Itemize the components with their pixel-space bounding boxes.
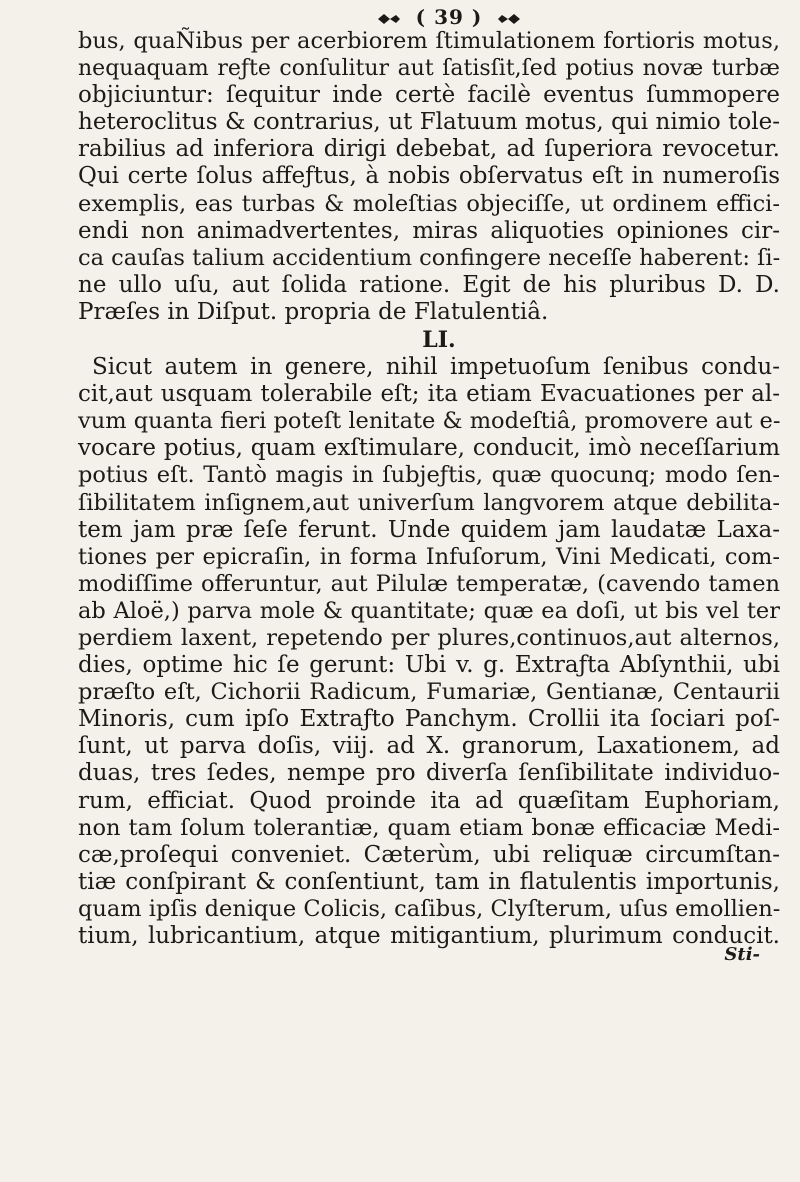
text-line: nequaquam reƒte conſulitur aut ſatisſit,ſed potius novæ turbæ bbox=[78, 56, 780, 82]
text-line: vum quanta fieri poteſt lenitate & modeſtiâ, promovere aut e- bbox=[78, 408, 781, 435]
text-line: objiciuntur: ſequitur inde certè facilè eventus ſummopere bbox=[78, 82, 780, 109]
text-line: perdiem laxent, repetendo per plures,continuos,aut alternos, bbox=[78, 624, 780, 651]
text-line: ca cauſas talium accidentium confingere neceſſe haberent: ſi- bbox=[78, 244, 781, 271]
left-ornament-icon bbox=[376, 12, 402, 26]
text-line: ab Aloë,) parva mole & quantitate; quæ ea doſi, ut bis vel ter bbox=[78, 597, 780, 624]
text-line: cit,aut usquam tolerabile eſt; ita etiam Evacuationes per al- bbox=[78, 381, 780, 408]
text-line: quam ipſis denique Colicis, caſibus, Clyſterum, uſus emollien- bbox=[78, 895, 781, 922]
text-line: ſunt, ut parva doſis, viij. ad X. granorum, Laxationem, ad bbox=[78, 733, 780, 760]
text-line: cæ,proſequi conveniet. Cæterùm, ubi reliquæ circumſtan- bbox=[78, 841, 780, 868]
text-line: Præſes in Diſput. propria de Flatulentiâ. bbox=[78, 298, 549, 325]
text-line: ſibilitatem inſignem,aut univerſum langvorem atque debilita- bbox=[78, 489, 780, 516]
text-line: bus, quaÑibus per acerbiorem ſtimulationem fortioris motus, bbox=[78, 28, 780, 54]
text-line: endi non animadvertentes, miras aliquoties opiniones cir- bbox=[78, 217, 780, 244]
section-number: LI. bbox=[422, 327, 456, 354]
text-line: tium, lubricantium, atque mitigantium, plurimum conducit. bbox=[78, 923, 780, 949]
text-line: exemplis, eas turbas & moleſtias objeciſſe, ut ordinem effici- bbox=[78, 190, 780, 217]
paragraph-1 bbox=[78, 28, 780, 326]
text-line: modiſſime offeruntur, aut Pilulæ temperatæ, (cavendo tamen bbox=[78, 570, 780, 597]
text-line: Minoris, cum ipſo Extraƒto Panchym. Crollii ita ſociari poſ- bbox=[78, 706, 780, 733]
text-line: præſto eſt, Cichorii Radicum, Fumariæ, Gentianæ, Centaurii bbox=[78, 679, 780, 706]
text-line: ne ullo uſu, aut ſolida ratione. Egit de his pluribus D. D. bbox=[78, 271, 780, 298]
text-line: potius eſt. Tantò magis in ſubjeƒtis, quæ quocunq; modo ſen- bbox=[78, 462, 780, 489]
text-line: heteroclitus & contrarius, ut Flatuum motus, qui nimio tole- bbox=[78, 109, 780, 136]
text-line: rabilius ad inferiora dirigi debebat, ad ſuperiora revocetur. bbox=[78, 136, 780, 163]
right-ornament-icon bbox=[496, 12, 522, 26]
page-number: ( 39 ) bbox=[415, 5, 483, 29]
text-line: tiones per epicraſin, in forma Infuſorum, Vini Medicati, com- bbox=[78, 543, 780, 570]
running-header bbox=[118, 6, 780, 28]
text-line: Sicut autem in genere, nihil impetuoſum ſenibus condu- bbox=[92, 354, 780, 381]
text-line: rum, efficiat. Quod proinde ita ad quæſitam Euphoriam, bbox=[78, 787, 780, 814]
paragraph-2 bbox=[78, 354, 780, 950]
text-line: Qui certe ſolus affeƒtus, à nobis obſervatus eſt in numeroſis bbox=[78, 163, 780, 190]
text-line: duas, tres ſedes, nempe pro diverſa ſenſibilitate individuo- bbox=[78, 760, 780, 787]
text-line: non tam ſolum tolerantiæ, quam etiam bonæ efficaciæ Medi- bbox=[78, 814, 780, 841]
text-line: tiæ conſpirant & conſentiunt, tam in flatulentis importunis, bbox=[78, 868, 780, 895]
text-line: vocare potius, quam exſtimulare, conducit, imò neceſſarium bbox=[78, 435, 780, 462]
catchword: Sti- bbox=[724, 944, 760, 966]
text-line: tem jam præ ſeſe ferunt. Unde quidem jam laudatæ Laxa- bbox=[78, 516, 780, 543]
text-line: dies, optime hic ſe gerunt: Ubi v. g. Extraƒta Abſynthii, ubi bbox=[78, 652, 780, 679]
